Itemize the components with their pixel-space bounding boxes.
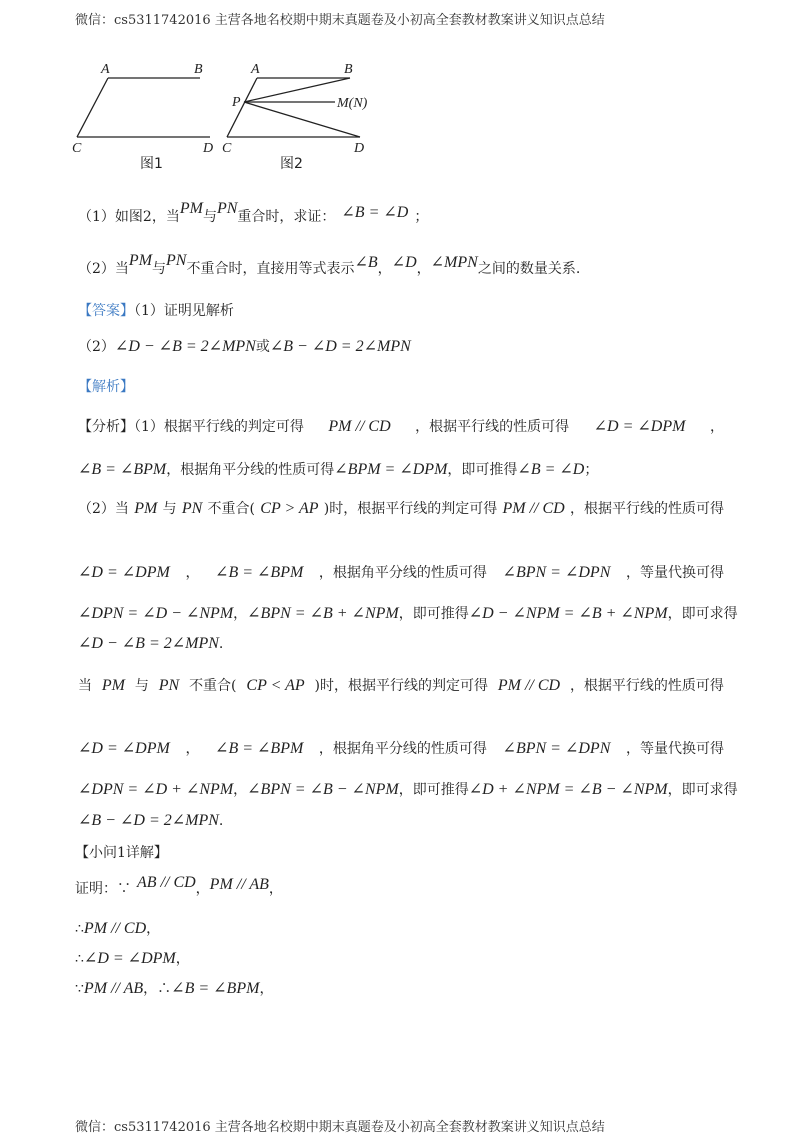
detail-line-4: ∵PM // AB，∴∠B = ∠BPM，: [75, 980, 274, 997]
label-MN: M(N): [337, 96, 368, 111]
geometry-figures: [60, 55, 390, 180]
analysis-3-line-2: ∠D = ∠DPM ， ∠B = ∠BPM ，根据角平分线的性质可得 ∠BPN = ∠DPN ，等量代换可得: [78, 740, 724, 757]
detail-line-1: 证明：∵ AB // CD，PM // AB，: [75, 874, 283, 897]
answer-line-2: （2）∠D − ∠B = 2∠MPN或∠B − ∠D = 2∠MPN: [78, 338, 411, 355]
answer-tag: 【答案】: [78, 303, 134, 319]
label-A-fig1: A: [101, 62, 110, 77]
label-A-fig2: A: [251, 62, 260, 77]
label-C-fig1: C: [72, 141, 82, 156]
label-B-fig1: B: [194, 62, 203, 77]
figure-2-caption: 图2: [280, 156, 303, 172]
detail-tag: 【小问1详解】: [75, 845, 168, 861]
analysis-3-line-1: 当 PM 与 PN 不重合( CP < AP )时，根据平行线的判定可得 PM // CD ，根据平行线的性质可得: [78, 677, 724, 694]
analysis-1-line-2: ∠B = ∠BPM，根据角平分线的性质可得∠BPM = ∠DPM，即可推得∠B = ∠D；: [78, 461, 599, 478]
analysis-3-line-4: ∠B − ∠D = 2∠MPN.: [78, 812, 224, 829]
segment-PB: [244, 78, 350, 102]
segment-AC-fig1: [77, 78, 108, 137]
label-C-fig2: C: [222, 141, 232, 156]
detail-line-3: ∴∠D = ∠DPM，: [75, 950, 190, 967]
analysis-2-line-3: ∠DPN = ∠D − ∠NPM ， ∠BPN = ∠B + ∠NPM ，即可推得 ∠D − ∠NPM = ∠B + ∠NPM ，即可求得: [78, 605, 738, 622]
detail-line-2: ∴PM // CD，: [75, 920, 161, 937]
figure-2: [222, 62, 368, 172]
header-watermark: 微信：cs5311742016 主营各地名校期中期末真题卷及小初高全套教材教案讲义知识点总结: [75, 13, 605, 28]
question-2: （2）当PM与PN不重合时，直接用等式表示∠B，∠D，∠MPN之间的数量关系.: [78, 252, 581, 277]
figure-1: [72, 62, 213, 172]
analysis-2-line-1: （2）当 PM 与 PN 不重合( CP > AP )时，根据平行线的判定可得 PM // CD ，根据平行线的性质可得: [78, 500, 724, 517]
label-D-fig2: D: [354, 141, 365, 156]
analysis-tag: 【解析】: [78, 379, 134, 395]
analysis-3-line-3: ∠DPN = ∠D + ∠NPM ， ∠BPN = ∠B − ∠NPM ，即可推得 ∠D + ∠NPM = ∠B − ∠NPM ，即可求得: [78, 781, 738, 798]
figure-1-caption: 图1: [140, 156, 163, 172]
question-1: （1）如图2，当PM与PN重合时，求证： ∠B = ∠D ；: [78, 200, 429, 225]
analysis-2-line-4: ∠D − ∠B = 2∠MPN.: [78, 635, 224, 652]
answer-line-1: 【答案】（1）证明见解析: [78, 303, 234, 319]
label-B-fig2: B: [344, 62, 353, 77]
analysis-2-line-2: ∠D = ∠DPM ， ∠B = ∠BPM ，根据角平分线的性质可得 ∠BPN = ∠DPN ，等量代换可得: [78, 564, 724, 581]
label-D-fig1: D: [203, 141, 214, 156]
label-P: P: [232, 95, 241, 110]
analysis-1-line-1: 【分析】（1）根据平行线的判定可得 PM // CD ，根据平行线的性质可得 ∠D = ∠DPM ，: [78, 418, 724, 435]
footer-watermark: 微信：cs5311742016 主营各地名校期中期末真题卷及小初高全套教材教案讲义知识点总结: [75, 1120, 605, 1135]
